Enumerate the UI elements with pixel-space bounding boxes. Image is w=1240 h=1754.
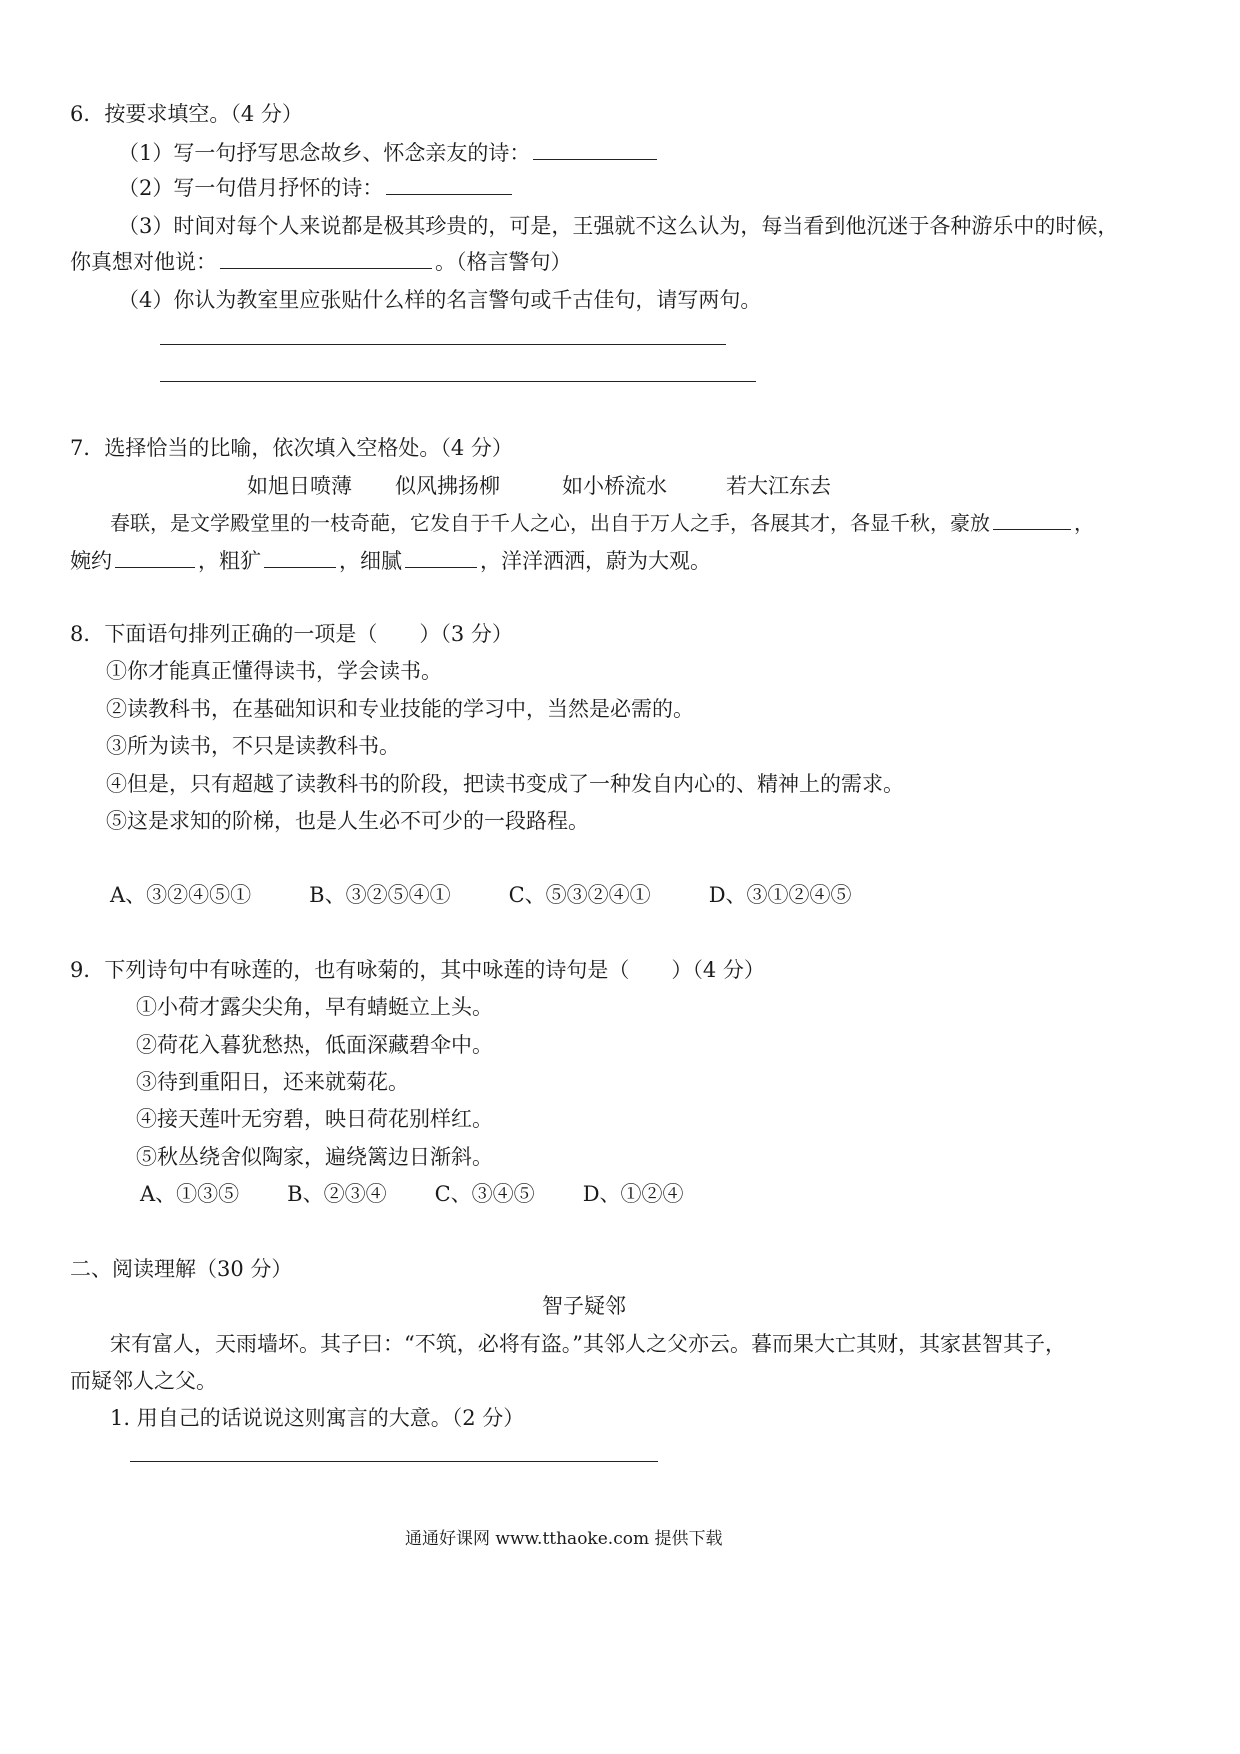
q8-choice-d[interactable]: D、③①②④⑤ — [708, 883, 852, 907]
q7-blank-3[interactable] — [264, 547, 336, 568]
passage-line-2: 而疑邻人之父。 — [70, 1369, 217, 1393]
q9-choice-b[interactable]: B、②③④ — [287, 1182, 387, 1206]
q7-sentence-end: ，洋洋洒洒，蔚为大观。 — [480, 549, 711, 573]
q8-item-4: ④但是，只有超越了读教科书的阶段，把读书变成了一种发自内心的、精神上的需求。 — [106, 772, 904, 796]
q6-answer-line-1[interactable] — [160, 344, 726, 345]
q6-part2-text: （2）写一句借月抒怀的诗： — [118, 176, 384, 200]
q9-title: 9．下列诗句中有咏莲的，也有咏菊的，其中咏莲的诗句是（ ）（4 分） — [70, 958, 765, 982]
footer-credit: 通通好课网 www.tthaoke.com 提供下载 — [405, 1529, 723, 1549]
q7-blank-4[interactable] — [405, 547, 477, 568]
q6-part1-text: （1）写一句抒写思念故乡、怀念亲友的诗： — [118, 141, 531, 165]
q8-choice-a[interactable]: A、③②④⑤① — [110, 883, 252, 907]
q6-part3-blank[interactable] — [220, 248, 432, 269]
q8-item-1: ①你才能真正懂得读书，学会读书。 — [106, 659, 442, 683]
passage-title: 智子疑邻 — [542, 1294, 626, 1318]
section2-question-1: 1. 用自己的话说说这则寓言的大意。（2 分） — [110, 1406, 525, 1430]
q7-option-2: 似风拂扬柳 — [395, 474, 500, 498]
q7-blank-2[interactable] — [115, 547, 195, 568]
q8-choices — [110, 881, 910, 909]
section2-answer-line[interactable] — [130, 1461, 658, 1462]
q7-sentence-line1 — [110, 509, 1094, 537]
q8-item-5: ⑤这是求知的阶梯，也是人生必不可少的一段路程。 — [106, 809, 589, 833]
q7-option-4: 若大江东去 — [726, 474, 831, 498]
q8-choice-c[interactable]: C、⑤③②④① — [508, 883, 651, 907]
q9-item-5: ⑤秋丛绕舍似陶家，遍绕篱边日渐斜。 — [136, 1145, 493, 1169]
q6-part2-blank[interactable] — [386, 174, 512, 195]
q6-part3-line2 — [70, 248, 572, 276]
q9-item-4: ④接天莲叶无穷碧，映日荷花别样红。 — [136, 1107, 493, 1131]
q7-blank-1[interactable] — [993, 509, 1071, 530]
section2-title: 二、阅读理解（30 分） — [70, 1257, 293, 1281]
q8-item-2: ②读教科书，在基础知识和专业技能的学习中，当然是必需的。 — [106, 697, 694, 721]
q6-part3-suffix: 。（格言警句） — [435, 250, 572, 274]
q6-part3-line1: （3）时间对每个人来说都是极其珍贵的，可是，王强就不这么认为，每当看到他沉迷于各种游乐中的时候， — [118, 214, 1119, 238]
q9-item-2: ②荷花入暮犹愁热，低面深藏碧伞中。 — [136, 1033, 493, 1057]
q6-part2 — [118, 174, 515, 202]
q8-title: 8．下面语句排列正确的一项是（ ）（3 分） — [70, 622, 513, 646]
q7-sentence-text: 春联，是文学殿堂里的一枝奇葩，它发自于千人之心，出自于万人之手，各展其才，各显千秋，豪放 — [110, 511, 990, 535]
passage-line-1: 宋有富人，天雨墙坏。其子曰：“不筑，必将有盗。”其邻人之父亦云。暮而果大亡其财，其家甚智其子， — [110, 1332, 1066, 1356]
q6-part3-prefix: 你真想对他说： — [70, 250, 217, 274]
q9-choice-d[interactable]: D、①②④ — [582, 1182, 684, 1206]
q6-part1-blank[interactable] — [533, 139, 657, 160]
q9-choices — [140, 1180, 732, 1208]
q9-choice-c[interactable]: C、③④⑤ — [434, 1182, 535, 1206]
q9-item-3: ③待到重阳日，还来就菊花。 — [136, 1070, 409, 1094]
q7-label-wanyue: 婉约 — [70, 549, 112, 573]
q7-label-xini: ，细腻 — [339, 549, 402, 573]
q9-item-1: ①小荷才露尖尖角，早有蜻蜓立上头。 — [136, 995, 493, 1019]
q7-option-1: 如旭日喷薄 — [247, 474, 352, 498]
q8-choice-b[interactable]: B、③②⑤④① — [309, 883, 451, 907]
q6-answer-line-2[interactable] — [160, 381, 756, 382]
q7-option-3: 如小桥流水 — [562, 474, 667, 498]
q6-part1 — [118, 139, 660, 167]
q9-choice-a[interactable]: A、①③⑤ — [140, 1182, 240, 1206]
q7-title: 7．选择恰当的比喻，依次填入空格处。（4 分） — [70, 436, 513, 460]
q7-comma: ， — [1074, 511, 1094, 535]
q6-part4: （4）你认为教室里应张贴什么样的名言警句或千古佳句，请写两句。 — [118, 288, 762, 312]
q8-item-3: ③所为读书，不只是读教科书。 — [106, 734, 400, 758]
q7-label-cuguang: ，粗犷 — [198, 549, 261, 573]
q7-sentence-line2 — [70, 547, 711, 575]
q6-title: 6．按要求填空。（4 分） — [70, 102, 303, 126]
